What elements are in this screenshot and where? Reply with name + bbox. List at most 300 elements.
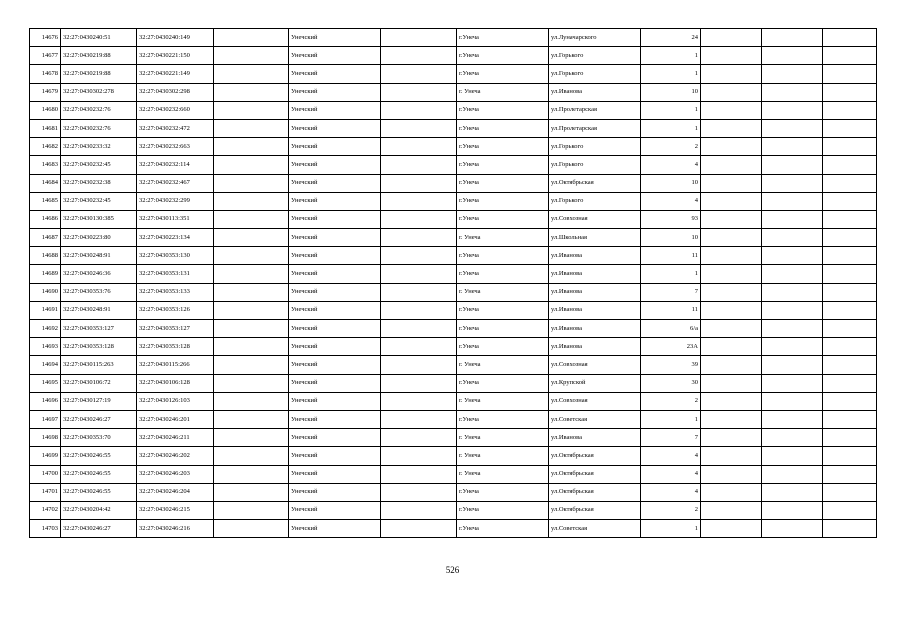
row-number-cell: 14684	[30, 174, 61, 192]
street-cell: ул.Советская	[549, 410, 641, 428]
district-cell: Унечский	[289, 119, 381, 137]
district-cell: Унечский	[289, 283, 381, 301]
empty-cell	[762, 83, 823, 101]
empty-cell	[701, 138, 762, 156]
empty-cell	[381, 192, 457, 210]
city-cell: г.Унеча	[457, 65, 549, 83]
empty-cell	[762, 356, 823, 374]
row-number-cell: 14695	[30, 374, 61, 392]
empty-cell	[823, 374, 877, 392]
house-number-cell: 1	[641, 101, 701, 119]
empty-cell	[762, 65, 823, 83]
empty-cell	[762, 119, 823, 137]
empty-cell	[214, 29, 289, 47]
cadastral-number-cell: 32:27:0430106:72	[61, 374, 137, 392]
cadastral-number-2-cell: 32:27:0430302:298	[137, 83, 214, 101]
empty-cell	[214, 101, 289, 119]
district-cell: Унечский	[289, 229, 381, 247]
house-number-cell: 24	[641, 29, 701, 47]
cadastral-number-cell: 32:27:0430353:76	[61, 283, 137, 301]
table-row	[30, 501, 877, 519]
district-cell: Унечский	[289, 210, 381, 228]
empty-cell	[214, 65, 289, 83]
table-row	[30, 356, 877, 374]
empty-cell	[214, 338, 289, 356]
empty-cell	[701, 392, 762, 410]
table-row	[30, 338, 877, 356]
empty-cell	[701, 429, 762, 447]
table-row	[30, 83, 877, 101]
street-cell: ул.Луначарского	[549, 29, 641, 47]
city-cell: г.Унеча	[457, 138, 549, 156]
table-row	[30, 283, 877, 301]
empty-cell	[823, 65, 877, 83]
empty-cell	[214, 119, 289, 137]
row-number-cell: 14699	[30, 447, 61, 465]
empty-cell	[214, 520, 289, 538]
row-number-cell: 14688	[30, 247, 61, 265]
district-cell: Унечский	[289, 447, 381, 465]
cadastral-number-cell: 32:27:0430246:55	[61, 447, 137, 465]
empty-cell	[762, 483, 823, 501]
row-number-cell: 14692	[30, 320, 61, 338]
empty-cell	[381, 65, 457, 83]
city-cell: г.Унеча	[457, 47, 549, 65]
empty-cell	[762, 374, 823, 392]
row-number-cell: 14694	[30, 356, 61, 374]
cadastral-number-2-cell: 32:27:0430232:660	[137, 101, 214, 119]
cadastral-number-2-cell: 32:27:0430232:472	[137, 119, 214, 137]
cadastral-number-2-cell: 32:27:0430353:128	[137, 338, 214, 356]
house-number-cell: 7	[641, 283, 701, 301]
city-cell: г. Унеча	[457, 229, 549, 247]
cadastral-number-cell: 32:27:0430302:278	[61, 83, 137, 101]
city-cell: г.Унеча	[457, 338, 549, 356]
house-number-cell: 1	[641, 265, 701, 283]
row-number-cell: 14697	[30, 410, 61, 428]
empty-cell	[701, 174, 762, 192]
table-row	[30, 265, 877, 283]
empty-cell	[701, 101, 762, 119]
table-row	[30, 465, 877, 483]
empty-cell	[823, 392, 877, 410]
table-row	[30, 301, 877, 319]
empty-cell	[214, 174, 289, 192]
city-cell: г. Унеча	[457, 465, 549, 483]
empty-cell	[762, 174, 823, 192]
empty-cell	[381, 520, 457, 538]
district-cell: Унечский	[289, 247, 381, 265]
street-cell: ул.Горького	[549, 138, 641, 156]
empty-cell	[214, 501, 289, 519]
cadastral-number-cell: 32:27:0430127:19	[61, 392, 137, 410]
cadastral-number-cell: 32:27:0430246:55	[61, 483, 137, 501]
street-cell: ул.Крупской	[549, 374, 641, 392]
district-cell: Унечский	[289, 174, 381, 192]
empty-cell	[823, 301, 877, 319]
empty-cell	[701, 265, 762, 283]
empty-cell	[701, 483, 762, 501]
empty-cell	[381, 210, 457, 228]
cadastral-number-cell: 32:27:0430219:88	[61, 65, 137, 83]
cadastral-number-2-cell: 32:27:0430246:201	[137, 410, 214, 428]
cadastral-number-cell: 32:27:0430115:263	[61, 356, 137, 374]
district-cell: Унечский	[289, 520, 381, 538]
empty-cell	[214, 47, 289, 65]
cadastral-number-2-cell: 32:27:0430246:203	[137, 465, 214, 483]
street-cell: ул.Октябрьская	[549, 483, 641, 501]
empty-cell	[701, 119, 762, 137]
district-cell: Унечский	[289, 101, 381, 119]
empty-cell	[823, 483, 877, 501]
empty-cell	[701, 374, 762, 392]
row-number-cell: 14690	[30, 283, 61, 301]
table-row	[30, 29, 877, 47]
cadastral-number-cell: 32:27:0430246:55	[61, 465, 137, 483]
house-number-cell: 1	[641, 47, 701, 65]
table-row	[30, 429, 877, 447]
empty-cell	[701, 320, 762, 338]
empty-cell	[214, 229, 289, 247]
row-number-cell: 14678	[30, 65, 61, 83]
cadastral-number-2-cell: 32:27:0430126:103	[137, 392, 214, 410]
empty-cell	[214, 192, 289, 210]
empty-cell	[214, 410, 289, 428]
house-number-cell: 10	[641, 229, 701, 247]
empty-cell	[381, 301, 457, 319]
street-cell: ул.Октябрьская	[549, 501, 641, 519]
cadastral-number-2-cell: 32:27:0430353:127	[137, 320, 214, 338]
city-cell: г. Унеча	[457, 392, 549, 410]
city-cell: г.Унеча	[457, 210, 549, 228]
empty-cell	[701, 192, 762, 210]
empty-cell	[762, 138, 823, 156]
empty-cell	[381, 338, 457, 356]
table-row	[30, 520, 877, 538]
empty-cell	[381, 501, 457, 519]
empty-cell	[762, 410, 823, 428]
empty-cell	[762, 320, 823, 338]
cadastral-number-2-cell: 32:27:0430232:467	[137, 174, 214, 192]
cadastral-number-2-cell: 32:27:0430246:211	[137, 429, 214, 447]
city-cell: г.Унеча	[457, 247, 549, 265]
street-cell: ул.Совхозная	[549, 210, 641, 228]
empty-cell	[381, 47, 457, 65]
house-number-cell: 2	[641, 392, 701, 410]
street-cell: ул.Иванова	[549, 301, 641, 319]
empty-cell	[823, 520, 877, 538]
district-cell: Унечский	[289, 356, 381, 374]
district-cell: Унечский	[289, 83, 381, 101]
street-cell: ул.Пролетарская	[549, 119, 641, 137]
cadastral-number-2-cell: 32:27:0430221:149	[137, 65, 214, 83]
empty-cell	[823, 138, 877, 156]
empty-cell	[823, 501, 877, 519]
house-number-cell: 4	[641, 483, 701, 501]
house-number-cell: 1	[641, 410, 701, 428]
row-number-cell: 14696	[30, 392, 61, 410]
table-row	[30, 101, 877, 119]
empty-cell	[381, 374, 457, 392]
empty-cell	[701, 247, 762, 265]
cadastral-number-2-cell: 32:27:0430106:128	[137, 374, 214, 392]
house-number-cell: 4	[641, 447, 701, 465]
empty-cell	[214, 447, 289, 465]
empty-cell	[381, 174, 457, 192]
page-number: 526	[445, 565, 460, 575]
house-number-cell: 2	[641, 501, 701, 519]
street-cell: ул.Горького	[549, 192, 641, 210]
empty-cell	[823, 465, 877, 483]
empty-cell	[381, 320, 457, 338]
empty-cell	[823, 47, 877, 65]
empty-cell	[762, 47, 823, 65]
empty-cell	[823, 410, 877, 428]
city-cell: г. Унеча	[457, 429, 549, 447]
street-cell: ул.Иванова	[549, 83, 641, 101]
table-row	[30, 229, 877, 247]
district-cell: Унечский	[289, 138, 381, 156]
empty-cell	[762, 101, 823, 119]
cadastral-number-cell: 32:27:0430248:91	[61, 247, 137, 265]
empty-cell	[214, 247, 289, 265]
street-cell: ул.Горького	[549, 65, 641, 83]
cadastral-number-cell: 32:27:0430240:51	[61, 29, 137, 47]
district-cell: Унечский	[289, 392, 381, 410]
street-cell: ул.Советская	[549, 520, 641, 538]
cadastral-number-cell: 32:27:0430232:76	[61, 101, 137, 119]
empty-cell	[214, 374, 289, 392]
empty-cell	[762, 192, 823, 210]
cadastral-number-cell: 32:27:0430353:128	[61, 338, 137, 356]
cadastral-number-cell: 32:27:0430353:70	[61, 429, 137, 447]
cadastral-number-2-cell: 32:27:0430223:134	[137, 229, 214, 247]
row-number-cell: 14687	[30, 229, 61, 247]
empty-cell	[701, 465, 762, 483]
cadastral-number-cell: 32:27:0430353:127	[61, 320, 137, 338]
cadastral-number-2-cell: 32:27:0430246:202	[137, 447, 214, 465]
empty-cell	[762, 465, 823, 483]
empty-cell	[823, 192, 877, 210]
empty-cell	[214, 356, 289, 374]
cadastral-number-cell: 32:27:0430246:36	[61, 265, 137, 283]
district-cell: Унечский	[289, 65, 381, 83]
row-number-cell: 14685	[30, 192, 61, 210]
city-cell: г.Унеча	[457, 501, 549, 519]
city-cell: г.Унеча	[457, 156, 549, 174]
empty-cell	[701, 301, 762, 319]
empty-cell	[762, 247, 823, 265]
empty-cell	[762, 520, 823, 538]
empty-cell	[214, 301, 289, 319]
empty-cell	[381, 138, 457, 156]
city-cell: г.Унеча	[457, 192, 549, 210]
empty-cell	[214, 320, 289, 338]
table-row	[30, 320, 877, 338]
district-cell: Унечский	[289, 465, 381, 483]
empty-cell	[214, 156, 289, 174]
street-cell: ул.Горького	[549, 47, 641, 65]
cadastral-number-2-cell: 32:27:0430246:215	[137, 501, 214, 519]
empty-cell	[762, 429, 823, 447]
empty-cell	[381, 83, 457, 101]
city-cell: г. Унеча	[457, 447, 549, 465]
table-row	[30, 192, 877, 210]
empty-cell	[381, 465, 457, 483]
cadastral-number-cell: 32:27:0430233:32	[61, 138, 137, 156]
row-number-cell: 14689	[30, 265, 61, 283]
street-cell: ул.Школьная	[549, 229, 641, 247]
empty-cell	[701, 447, 762, 465]
cadastral-number-2-cell: 32:27:0430221:150	[137, 47, 214, 65]
empty-cell	[823, 156, 877, 174]
empty-cell	[823, 447, 877, 465]
empty-cell	[214, 83, 289, 101]
district-cell: Унечский	[289, 374, 381, 392]
empty-cell	[762, 156, 823, 174]
empty-cell	[823, 83, 877, 101]
house-number-cell: 4	[641, 192, 701, 210]
cadastral-number-cell: 32:27:0430248:91	[61, 301, 137, 319]
table-row	[30, 174, 877, 192]
city-cell: г.Унеча	[457, 374, 549, 392]
house-number-cell: 1	[641, 119, 701, 137]
cadastral-number-2-cell: 32:27:0430232:299	[137, 192, 214, 210]
cadastral-number-2-cell: 32:27:0430113:351	[137, 210, 214, 228]
row-number-cell: 14702	[30, 501, 61, 519]
city-cell: г.Унеча	[457, 320, 549, 338]
empty-cell	[214, 392, 289, 410]
empty-cell	[701, 47, 762, 65]
empty-cell	[381, 392, 457, 410]
district-cell: Унечский	[289, 501, 381, 519]
cadastral-number-2-cell: 32:27:0430115:266	[137, 356, 214, 374]
empty-cell	[701, 356, 762, 374]
district-cell: Унечский	[289, 265, 381, 283]
empty-cell	[762, 283, 823, 301]
district-cell: Унечский	[289, 338, 381, 356]
house-number-cell: 4	[641, 465, 701, 483]
cadastral-number-cell: 32:27:0430232:38	[61, 174, 137, 192]
empty-cell	[381, 247, 457, 265]
city-cell: г.Унеча	[457, 483, 549, 501]
empty-cell	[762, 447, 823, 465]
row-number-cell: 14681	[30, 119, 61, 137]
empty-cell	[823, 265, 877, 283]
district-cell: Унечский	[289, 320, 381, 338]
empty-cell	[762, 501, 823, 519]
row-number-cell: 14683	[30, 156, 61, 174]
cadastral-number-cell: 32:27:0430232:45	[61, 192, 137, 210]
row-number-cell: 14676	[30, 29, 61, 47]
cadastral-number-cell: 32:27:0430204:42	[61, 501, 137, 519]
empty-cell	[823, 29, 877, 47]
table-row	[30, 138, 877, 156]
empty-cell	[823, 229, 877, 247]
district-cell: Унечский	[289, 29, 381, 47]
city-cell: г.Унеча	[457, 174, 549, 192]
empty-cell	[381, 119, 457, 137]
city-cell: г.Унеча	[457, 265, 549, 283]
house-number-cell: 1	[641, 65, 701, 83]
empty-cell	[381, 283, 457, 301]
district-cell: Унечский	[289, 192, 381, 210]
city-cell: г. Унеча	[457, 283, 549, 301]
street-cell: ул.Иванова	[549, 265, 641, 283]
empty-cell	[762, 392, 823, 410]
district-cell: Унечский	[289, 429, 381, 447]
empty-cell	[823, 119, 877, 137]
street-cell: ул.Совхозная	[549, 356, 641, 374]
empty-cell	[701, 156, 762, 174]
empty-cell	[762, 210, 823, 228]
empty-cell	[823, 429, 877, 447]
cadastral-number-2-cell: 32:27:0430353:130	[137, 247, 214, 265]
city-cell: г.Унеча	[457, 520, 549, 538]
row-number-cell: 14691	[30, 301, 61, 319]
house-number-cell: 11	[641, 247, 701, 265]
empty-cell	[701, 410, 762, 428]
empty-cell	[823, 356, 877, 374]
table-row	[30, 483, 877, 501]
empty-cell	[701, 229, 762, 247]
row-number-cell: 14700	[30, 465, 61, 483]
city-cell: г.Унеча	[457, 410, 549, 428]
empty-cell	[381, 29, 457, 47]
house-number-cell: 11	[641, 301, 701, 319]
table-row	[30, 374, 877, 392]
empty-cell	[381, 447, 457, 465]
empty-cell	[823, 101, 877, 119]
empty-cell	[823, 247, 877, 265]
house-number-cell: 6/а	[641, 320, 701, 338]
table-row	[30, 47, 877, 65]
district-cell: Унечский	[289, 156, 381, 174]
city-cell: г. Унеча	[457, 83, 549, 101]
empty-cell	[381, 410, 457, 428]
street-cell: ул.Горького	[549, 156, 641, 174]
cadastral-number-2-cell: 32:27:0430353:126	[137, 301, 214, 319]
empty-cell	[762, 229, 823, 247]
house-number-cell: 30	[641, 374, 701, 392]
row-number-cell: 14693	[30, 338, 61, 356]
cadastral-number-cell: 32:27:0430232:76	[61, 119, 137, 137]
empty-cell	[381, 156, 457, 174]
cadastral-number-cell: 32:27:0430246:27	[61, 520, 137, 538]
empty-cell	[381, 429, 457, 447]
table-row	[30, 392, 877, 410]
house-number-cell: 7	[641, 429, 701, 447]
house-number-cell: 39	[641, 356, 701, 374]
table-body	[30, 29, 877, 538]
city-cell: г.Унеча	[457, 301, 549, 319]
cadastral-number-2-cell: 32:27:0430353:133	[137, 283, 214, 301]
cadastral-number-cell: 32:27:0430232:45	[61, 156, 137, 174]
empty-cell	[762, 338, 823, 356]
empty-cell	[823, 210, 877, 228]
cadastral-number-2-cell: 32:27:0430246:204	[137, 483, 214, 501]
house-number-cell: 2	[641, 138, 701, 156]
empty-cell	[701, 83, 762, 101]
empty-cell	[214, 210, 289, 228]
row-number-cell: 14679	[30, 83, 61, 101]
empty-cell	[701, 501, 762, 519]
cadastral-number-2-cell: 32:27:0430240:149	[137, 29, 214, 47]
empty-cell	[214, 429, 289, 447]
street-cell: ул.Совхозная	[549, 392, 641, 410]
table-row	[30, 65, 877, 83]
empty-cell	[823, 283, 877, 301]
